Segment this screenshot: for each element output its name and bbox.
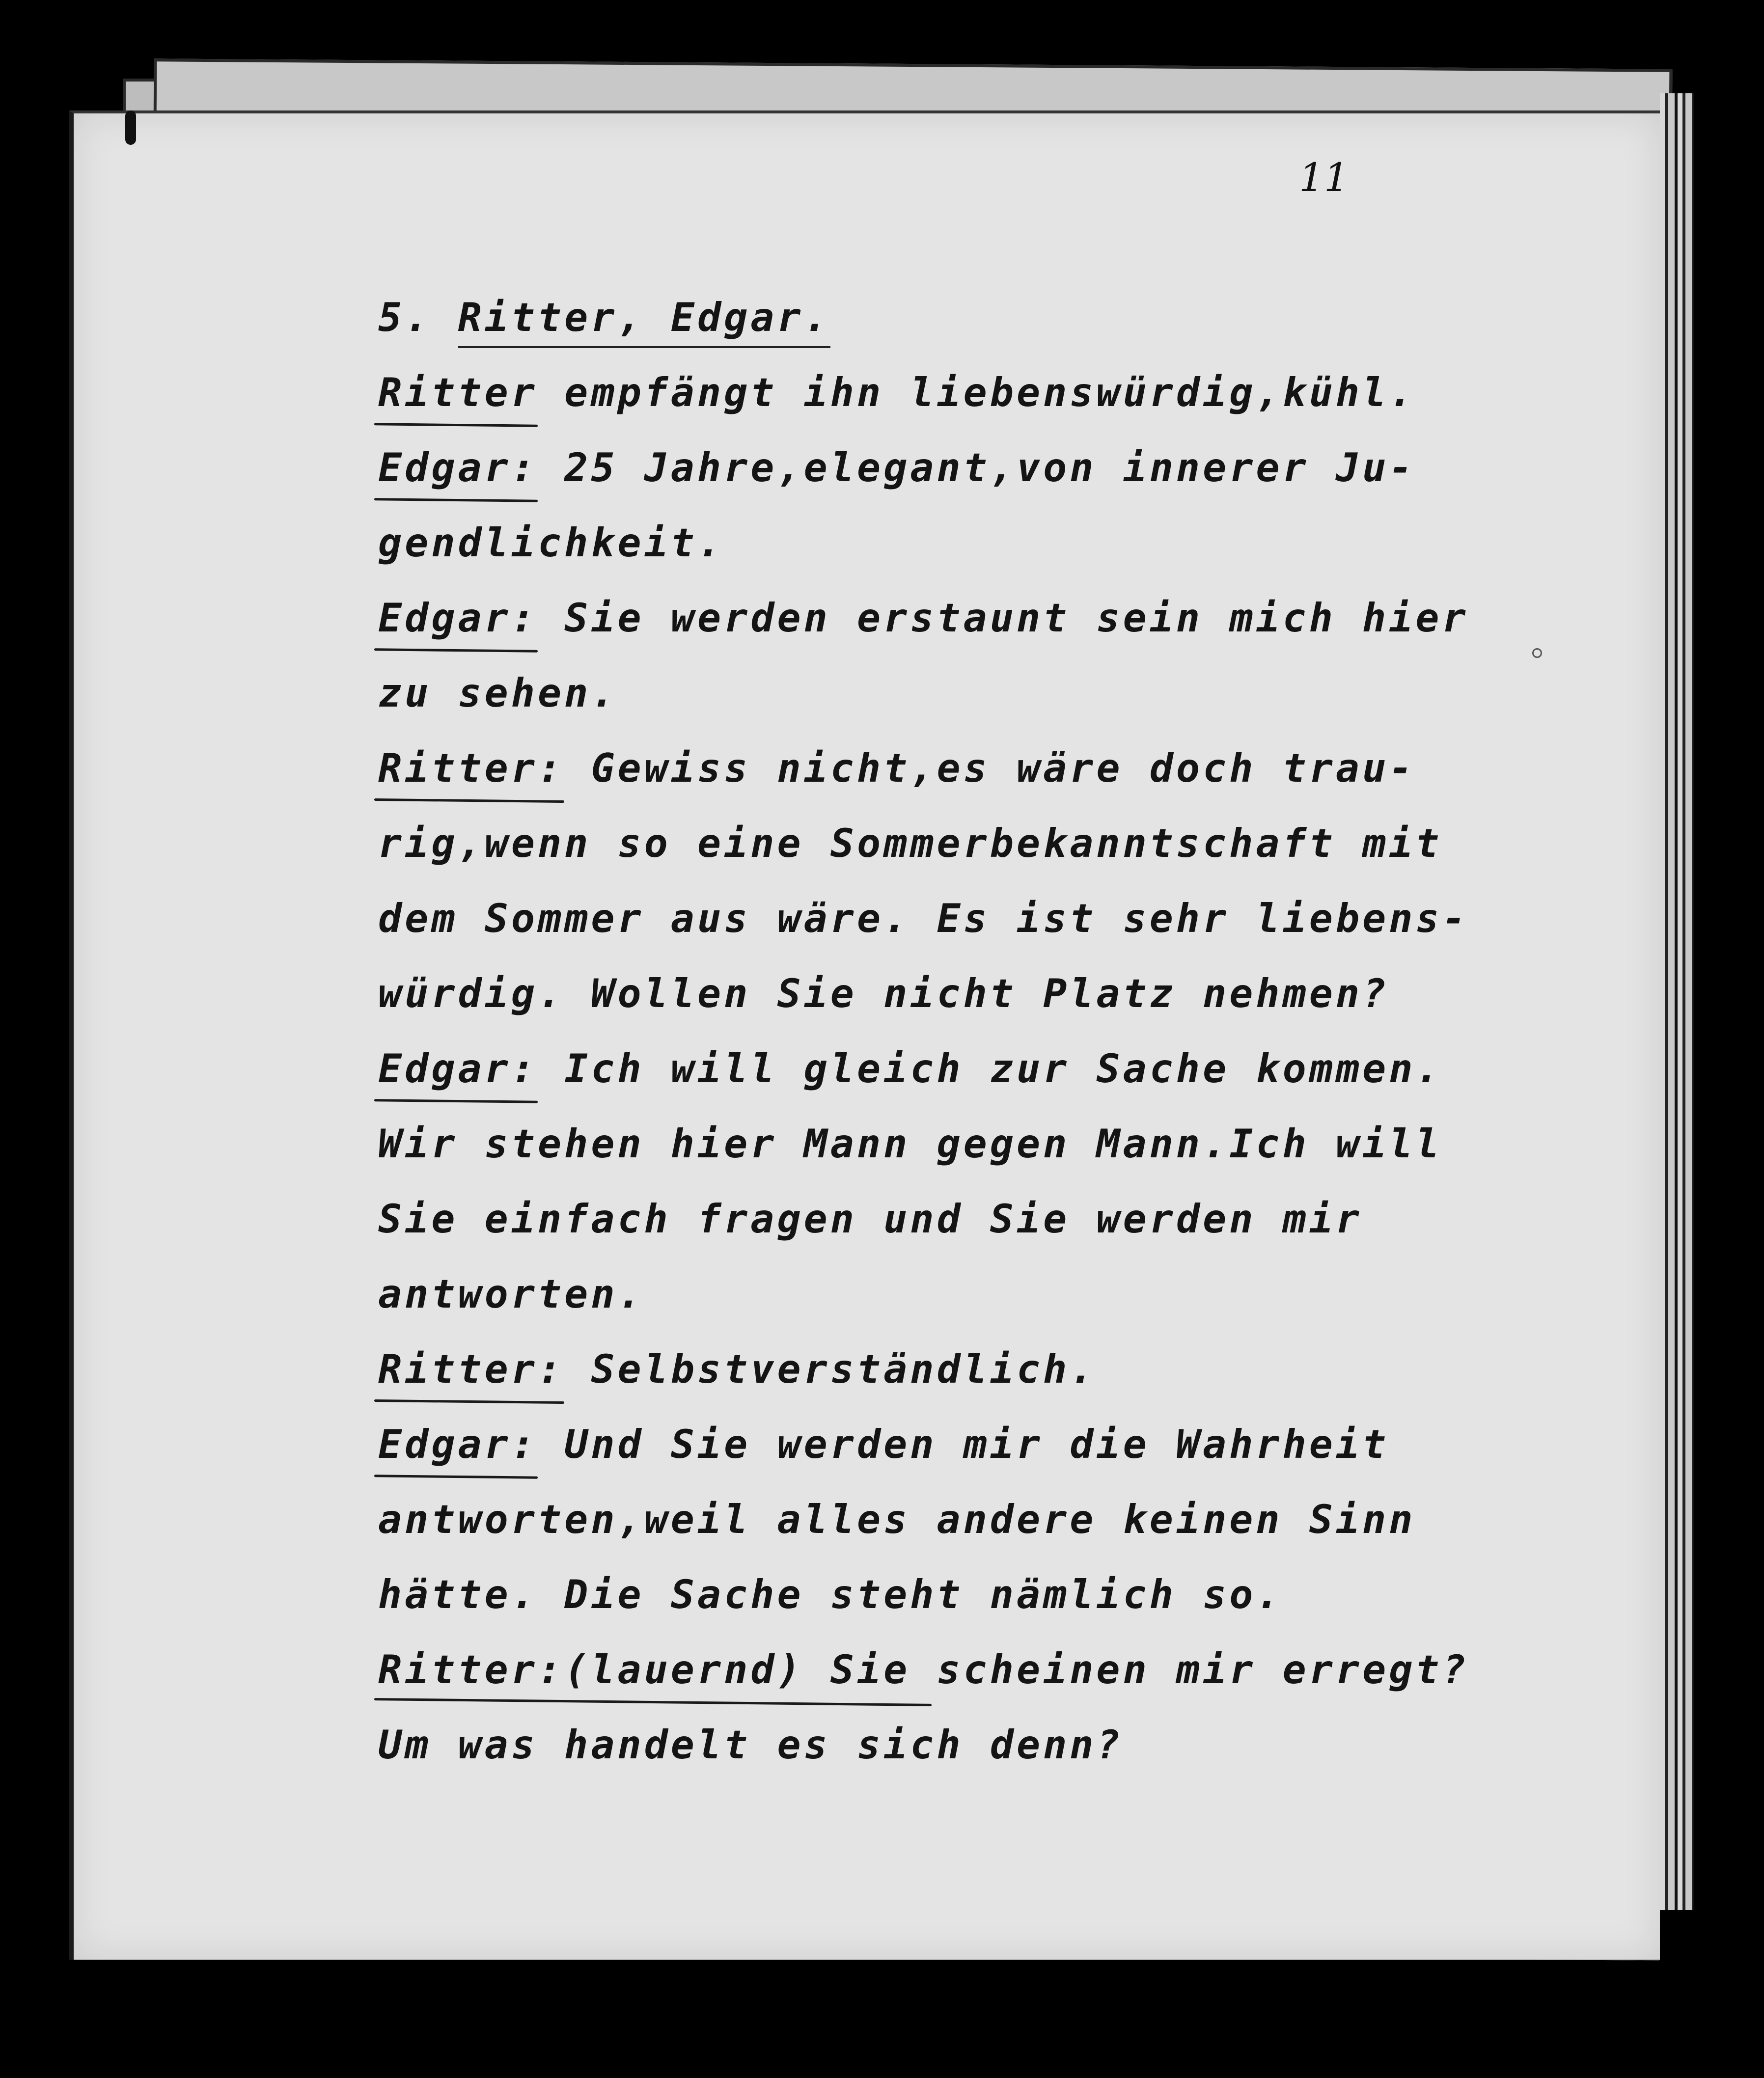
text-line <box>378 1332 1483 1407</box>
speaker-name: Ritter:(lauernd) <box>378 1632 804 1707</box>
speaker-name: Edgar: <box>378 430 538 505</box>
scene-heading <box>378 280 1483 355</box>
text-line <box>378 355 1483 430</box>
line-text: antworten,weil alles andere keinen Sinn <box>378 1497 1416 1542</box>
line-text: Wir stehen hier Mann gegen Mann.Ich will <box>378 1121 1442 1167</box>
text-line <box>378 1707 1483 1782</box>
text-line <box>378 656 1483 731</box>
line-text: Gewiss nicht,es wäre doch trau- <box>564 745 1416 791</box>
line-text: Und Sie werden mir die Wahrheit <box>537 1422 1389 1467</box>
scene-number: 5. <box>378 295 458 340</box>
line-text: Selbstverständlich. <box>564 1346 1097 1392</box>
line-text: gendlichkeit. <box>378 520 724 566</box>
speaker-name: Edgar: <box>378 1407 538 1482</box>
line-text: hätte. Die Sache steht nämlich so. <box>378 1572 1283 1617</box>
ink-dot <box>1532 648 1542 658</box>
line-text: Sie einfach fragen und Sie werden mir <box>378 1196 1363 1242</box>
text-line <box>378 1407 1483 1482</box>
text-line <box>378 1181 1483 1257</box>
text-line <box>378 1031 1483 1106</box>
line-text: dem Sommer aus wäre. Es ist sehr liebens- <box>378 896 1469 941</box>
speaker-name: Ritter: <box>378 731 564 806</box>
text-line <box>378 1557 1483 1632</box>
text-line <box>378 1106 1483 1181</box>
script-text <box>378 280 1483 1782</box>
text-line <box>378 430 1483 505</box>
speaker-name: Ritter <box>378 355 538 430</box>
text-line <box>378 1257 1483 1332</box>
line-text: würdig. Wollen Sie nicht Platz nehmen? <box>378 971 1389 1016</box>
text-line <box>378 580 1483 656</box>
page-number: 11 <box>1299 155 1349 200</box>
speaker-name: Edgar: <box>378 1031 538 1106</box>
text-line <box>378 881 1483 956</box>
speaker-name: Ritter: <box>378 1332 564 1407</box>
line-text: rig,wenn so eine Sommerbekanntschaft mit <box>378 820 1442 866</box>
stacked-pages-edge <box>1660 93 1694 1910</box>
line-text: Sie scheinen mir erregt? <box>803 1647 1469 1693</box>
scene-characters: Ritter, Edgar. <box>458 280 830 355</box>
line-text: Sie werden erstaunt sein mich hier <box>537 595 1469 641</box>
line-text: 25 Jahre,elegant,von innerer Ju- <box>537 445 1416 491</box>
line-text: antworten. <box>378 1271 644 1317</box>
text-line <box>378 806 1483 881</box>
text-line <box>378 731 1483 806</box>
speaker-name: Edgar: <box>378 580 538 656</box>
line-text: zu sehen. <box>378 670 618 716</box>
line-text: Um was handelt es sich denn? <box>378 1722 1123 1768</box>
text-line <box>378 1482 1483 1557</box>
text-line <box>378 1632 1483 1707</box>
punch-mark <box>125 110 136 145</box>
line-text: empfängt ihn liebenswürdig,kühl. <box>537 370 1416 415</box>
text-line <box>378 505 1483 580</box>
line-text: Ich will gleich zur Sache kommen. <box>537 1046 1442 1092</box>
text-line <box>378 956 1483 1031</box>
